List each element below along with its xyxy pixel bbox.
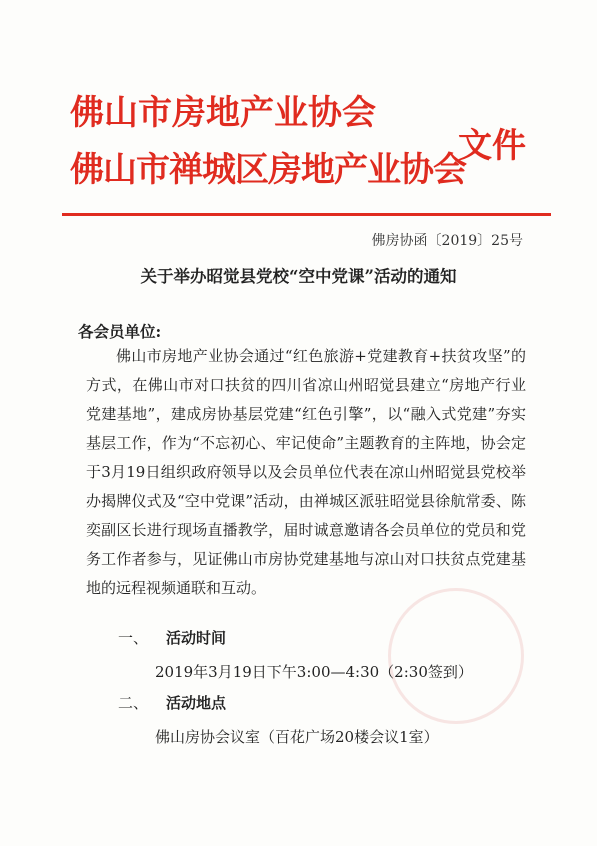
org-name-line2: 佛山市禅城区房地产业协会 xyxy=(70,150,466,190)
seal-stamp-bleed xyxy=(388,588,524,724)
section-label: 活动时间 xyxy=(166,629,227,647)
section-heading-1 xyxy=(118,627,226,648)
section-number: 一、 xyxy=(118,629,149,647)
event-location: 佛山房协会议室（百花广场20楼会议1室） xyxy=(155,728,439,746)
org-name-line1: 佛山市房地产业协会 xyxy=(70,93,376,133)
event-time: 2019年3月19日下午3:00—4:30（2:30签到） xyxy=(155,663,473,681)
document-number: 佛房协函〔2019〕25号 xyxy=(371,233,523,249)
document-title: 关于举办昭觉县党校“空中党课”活动的通知 xyxy=(140,267,457,286)
section-number: 二、 xyxy=(118,694,149,712)
section-heading-2 xyxy=(118,692,226,713)
body-paragraph: 佛山市房地产业协会通过“红色旅游+党建教育+扶贫攻坚”的方式，在佛山市对口扶贫的四川省凉山州昭觉县建立“房地产行业党建基地”，建成房协基层党建“红色引擎”，以“融入式党建”夯实基层工作，作为“不忘初心、牢记使命”主题教育的主阵地，协会定于3月19日组织政府领导以及会员单位代表在凉山州昭觉县党校举办揭牌仪式及“空中党课”活动，由禅城区派驻昭觉县徐航常委、陈奕副区长进行现场直播教学，届时诚意邀请各会员单位的党员和党务工作者参与，见证佛山市房协党建基地与凉山对口扶贫点党建基地的远程视频通联和互动。 xyxy=(86,347,526,597)
red-divider-line xyxy=(62,213,551,216)
document-type: 文件 xyxy=(458,126,526,166)
section-label: 活动地点 xyxy=(166,694,227,712)
salutation: 各会员单位: xyxy=(78,322,162,341)
